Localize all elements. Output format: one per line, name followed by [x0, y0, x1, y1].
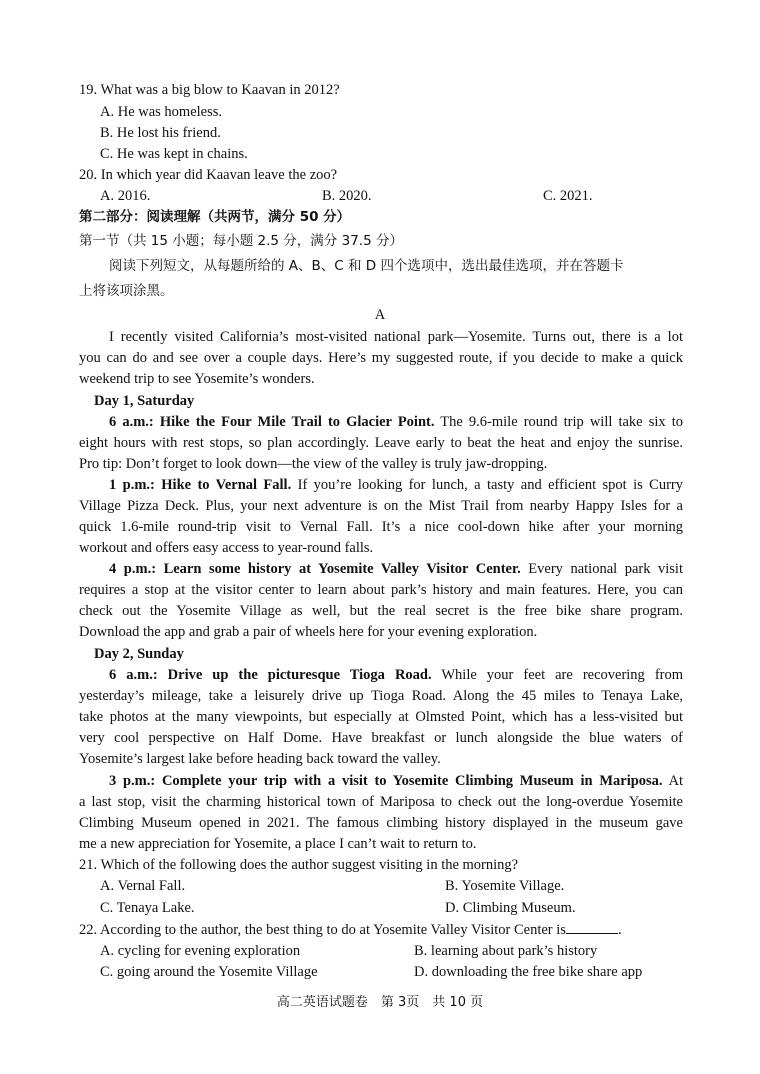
- q21-option-c: C. Tenaya Lake.: [100, 900, 195, 916]
- day2-heading: Day 2, Sunday: [94, 646, 184, 662]
- p4-line-2: yesterday’s mileage, take a leisurely drive up Tioga Road. Along the 45 miles to Tenaya Lake,: [79, 688, 683, 704]
- q19-stem: 19. What was a big blow to Kaavan in 2012?: [79, 82, 340, 98]
- p5-line-1: [79, 771, 683, 791]
- p1-heading: 6 a.m.: Hike the Four Mile Trail to Glacier Point.: [109, 414, 435, 430]
- p1-line-1: [79, 412, 683, 432]
- q20-option-c: C. 2021.: [543, 188, 593, 204]
- instructions-line-2: 上将该项涂黑。: [79, 283, 174, 299]
- day1-heading: Day 1, Saturday: [94, 393, 195, 409]
- q22-stem-text: 22. According to the author, the best thing to do at Yosemite Valley Visitor Center is: [79, 922, 566, 938]
- p2-line-1: [79, 475, 683, 495]
- p5-line-2: a last stop, visit the charming historical town of Mariposa to check out the long-overdue Yosemite: [79, 794, 683, 810]
- p4-line-3: take photos at the many viewpoints, but especially at Olmsted Point, which has a less-visited but: [79, 709, 683, 725]
- p1-line-2: eight hours with rest stops, so plan accordingly. Leave early to beat the heat and enjoy the sunrise.: [79, 435, 683, 451]
- q20-stem: 20. In which year did Kaavan leave the zoo?: [79, 167, 338, 183]
- p3-line-1: [79, 559, 683, 579]
- q21-option-b: B. Yosemite Village.: [445, 878, 565, 894]
- q21-stem: 21. Which of the following does the author suggest visiting in the morning?: [79, 857, 519, 873]
- passage-letter: A: [374, 307, 386, 323]
- p3-heading: 4 p.m.: Learn some history at Yosemite Valley Visitor Center.: [109, 561, 521, 577]
- answer-blank: [566, 919, 618, 934]
- q21-option-d: D. Climbing Museum.: [445, 900, 576, 916]
- p2-line-3: quick 1.6-mile round-trip visit to Vernal Fall. It’s a nice cool-down hike after your morning: [79, 519, 683, 535]
- p3-line-2: requires a stop at the visitor center to learn about park’s history and main features. Here, you can: [79, 582, 683, 598]
- q22-option-d: D. downloading the free bike share app: [414, 964, 643, 980]
- p5-lead: At: [662, 773, 683, 789]
- p4-line-1: [79, 665, 683, 685]
- instructions-line-1: 阅读下列短文，从每题所给的 A、B、C 和 D 四个选项中，选出最佳选项，并在答题卡: [109, 258, 624, 274]
- p1-line-3: Pro tip: Don’t forget to look down—the view of the valley is truly jaw-dropping.: [79, 456, 548, 472]
- p5-line-3: Climbing Museum opened in 2021. The famous climbing history displayed in the museum gave: [79, 815, 683, 831]
- p4-line-5: Yosemite’s largest lake before heading back toward the valley.: [79, 751, 441, 767]
- q22-option-b: B. learning about park’s history: [414, 943, 598, 959]
- q22-stem-end: .: [617, 922, 622, 938]
- p2-line-2: Village Pizza Deck. Plus, your next adventure is on the Mist Trail from nearby Happy Isles for a: [79, 498, 683, 514]
- q20-option-a: A. 2016.: [100, 188, 151, 204]
- p4-heading: 6 a.m.: Drive up the picturesque Tioga Road.: [109, 667, 432, 683]
- p4-lead: While your feet are recovering from: [431, 667, 683, 683]
- intro-line-2: you can do and see over a couple days. Here’s my suggested route, if you decide to make a quick: [79, 350, 683, 366]
- q22-option-a: A. cycling for evening exploration: [100, 943, 301, 959]
- p4-line-4: very cool perspective on Half Dome. Have breakfast or lunch alongside the blue waters of: [79, 730, 683, 746]
- p3-line-4: Download the app and grab a pair of wheels here for your evening exploration.: [79, 624, 538, 640]
- p2-heading: 1 p.m.: Hike to Vernal Fall.: [109, 477, 292, 493]
- q22-option-c: C. going around the Yosemite Village: [100, 964, 318, 980]
- q19-option-c: C. He was kept in chains.: [100, 146, 248, 162]
- p3-line-3: check out the Yosemite Village as well, but the real secret is the free bike share program.: [79, 603, 683, 619]
- q19-option-a: A. He was homeless.: [100, 104, 223, 120]
- p5-line-4: me a new appreciation for Yosemite, a place I can’t wait to return to.: [79, 836, 477, 852]
- p3-lead: Every national park visit: [520, 561, 683, 577]
- intro-line-1: I recently visited California’s most-visited national park—Yosemite. Turns out, there is a lot: [109, 329, 683, 345]
- part2-title: 第二部分：阅读理解（共两节，满分 50 分）: [79, 209, 351, 225]
- q21-option-a: A. Vernal Fall.: [100, 878, 186, 894]
- p2-lead: If you’re looking for lunch, a tasty and efficient spot is Curry: [291, 477, 683, 493]
- intro-line-3: weekend trip to see Yosemite’s wonders.: [79, 371, 315, 387]
- q20-option-b: B. 2020.: [322, 188, 372, 204]
- p1-lead: The 9.6-mile round trip will take six to: [434, 414, 683, 430]
- section1-title: 第一节（共 15 小题；每小题 2.5 分，满分 37.5 分）: [79, 233, 403, 249]
- q22-stem: [79, 919, 622, 940]
- page-footer: 高二英语试题卷 第 3页 共 10 页: [276, 995, 484, 1010]
- p5-heading: 3 p.m.: Complete your trip with a visit to Yosemite Climbing Museum in Mariposa.: [109, 773, 663, 789]
- p2-line-4: workout and offers easy access to year-round falls.: [79, 540, 374, 556]
- q19-option-b: B. He lost his friend.: [100, 125, 221, 141]
